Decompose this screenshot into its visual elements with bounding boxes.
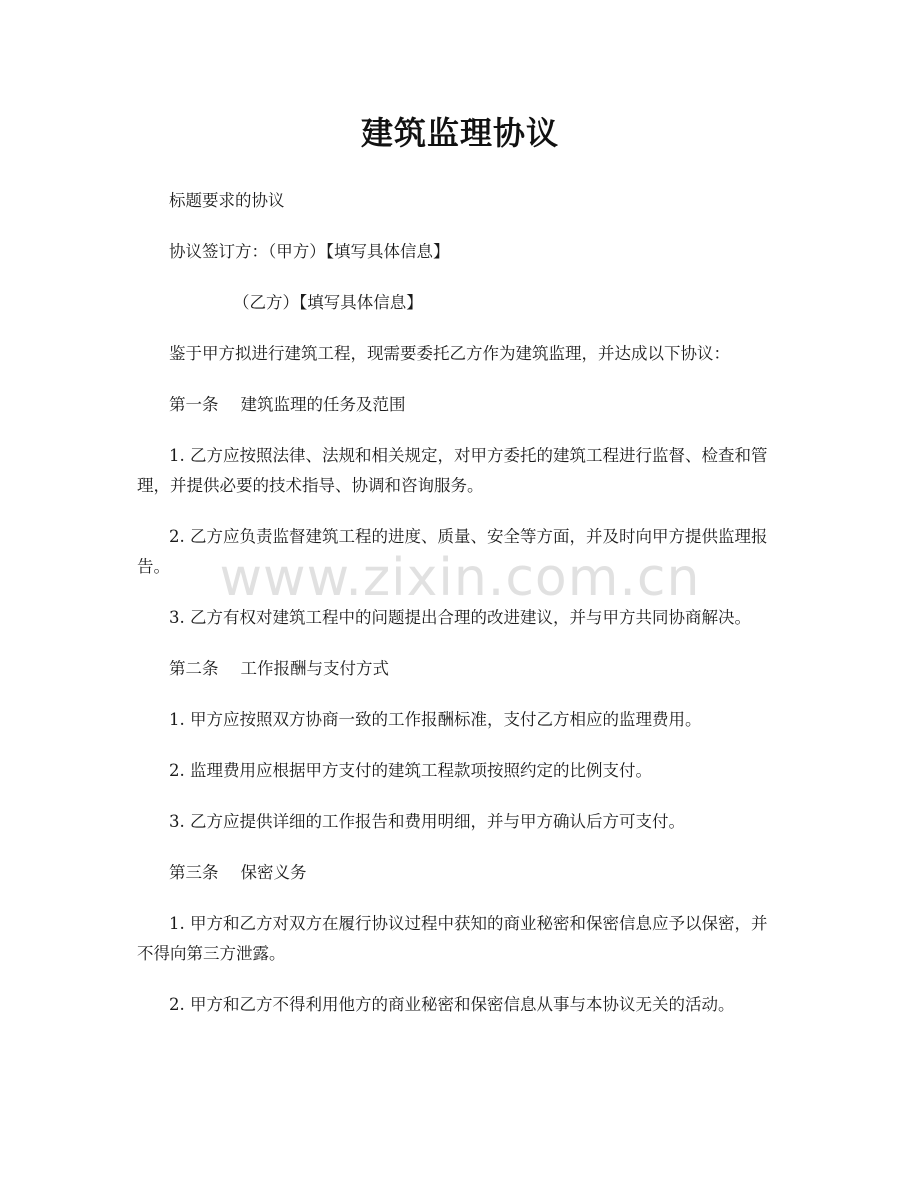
clause: 2. 甲方和乙方不得利用他方的商业秘密和保密信息从事与本协议无关的活动。 [169, 995, 735, 1014]
intro-line: 标题要求的协议 [169, 191, 285, 210]
clause: 1. 甲方和乙方对双方在履行协议过程中获知的商业秘密和保密信息应予以保密，并不得向第三方泄露。 [137, 914, 768, 963]
article-heading [137, 654, 783, 684]
article-title-text: 工作报酬与支付方式 [240, 659, 389, 678]
document-title: 建筑监理协议 [360, 114, 559, 152]
watermark: www.zixin.com.cn [219, 548, 701, 608]
clause: 1. 甲方应按照双方协商一致的工作报酬标准，支付乙方相应的监理费用。 [169, 710, 702, 729]
document-body [137, 186, 783, 1041]
article-title-text: 保密义务 [240, 863, 307, 882]
clause: 1. 乙方应按照法律、法规和相关规定，对甲方委托的建筑工程进行监督、检查和管理，并提供必要的技术指导、协调和咨询服务。 [137, 446, 768, 495]
article-number: 第二条 [169, 659, 219, 678]
party-a-line: 协议签订方：（甲方）【填写具体信息】 [169, 242, 450, 261]
article-title-text: 建筑监理的任务及范围 [240, 395, 406, 414]
clause: 2. 监理费用应根据甲方支付的建筑工程款项按照约定的比例支付。 [169, 761, 652, 780]
clause: 3. 乙方有权对建筑工程中的问题提出合理的改进建议，并与甲方共同协商解决。 [169, 608, 751, 627]
preamble: 鉴于甲方拟进行建筑工程，现需要委托乙方作为建筑监理，并达成以下协议： [169, 344, 730, 363]
article-number: 第一条 [169, 395, 219, 414]
party-b-line: （乙方）【填写具体信息】 [233, 293, 423, 312]
article-heading [137, 858, 783, 888]
article-heading [137, 390, 783, 420]
clause: 2. 乙方应负责监督建筑工程的进度、质量、安全等方面，并及时向甲方提供监理报告。 [137, 527, 768, 576]
article-number: 第三条 [169, 863, 219, 882]
clause: 3. 乙方应提供详细的工作报告和费用明细，并与甲方确认后方可支付。 [169, 812, 685, 831]
